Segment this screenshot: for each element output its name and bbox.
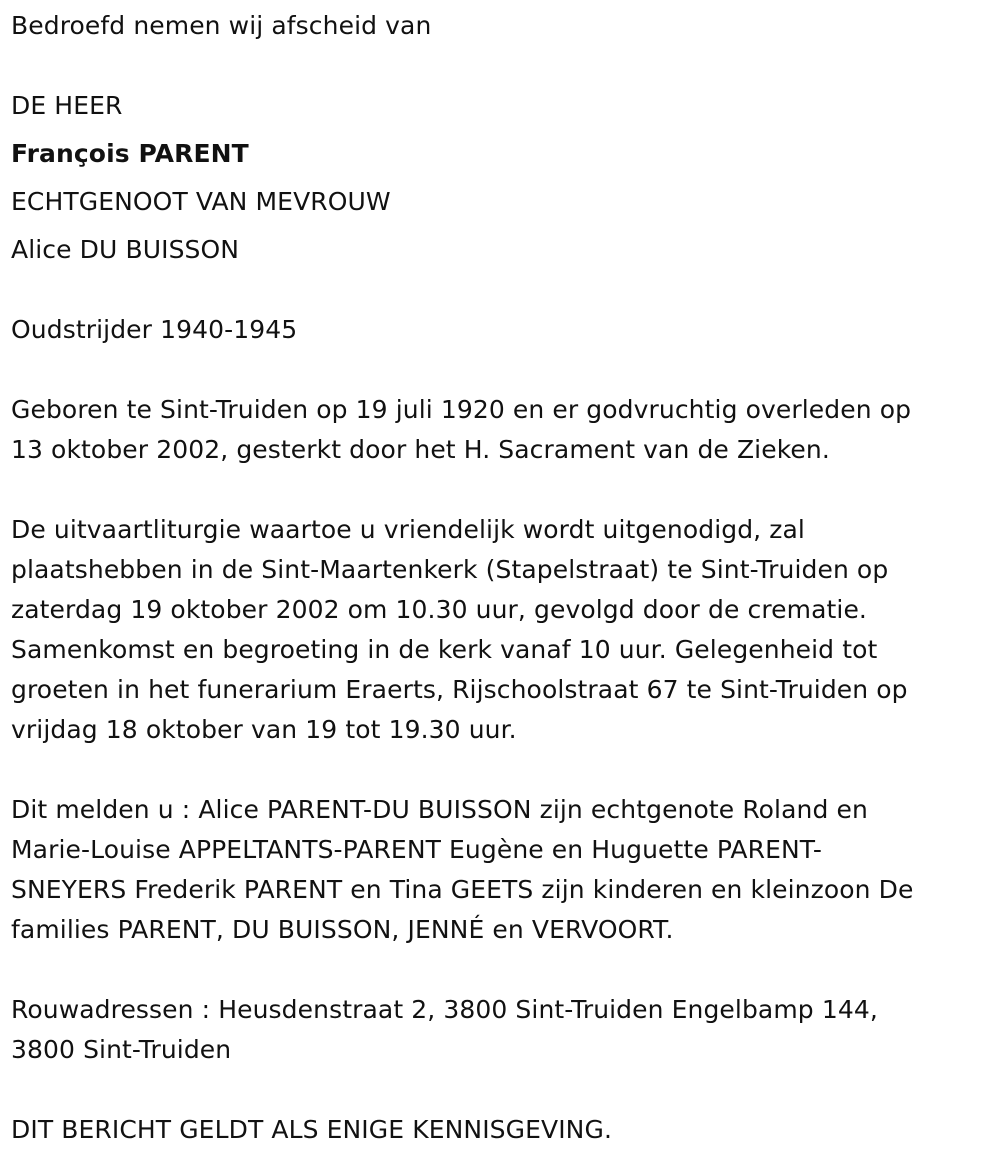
paragraph-line: SNEYERS Frederik PARENT en Tina GEETS zijn kinderen en kleinzoon De [11,875,914,904]
closing-text: DIT BERICHT GELDT ALS ENIGE KENNISGEVING. [11,1115,612,1144]
paragraph-line: 3800 Sint-Truiden [11,1035,232,1064]
paragraph-line: Dit melden u : Alice PARENT-DU BUISSON zijn echtgenote Roland en [11,795,868,824]
spouse-name: Alice DU BUISSON [11,235,240,264]
paragraph-line: Marie-Louise APPELTANTS-PARENT Eugène en Huguette PARENT- [11,835,822,864]
veteran-text: Oudstrijder 1940-1945 [11,315,298,344]
funeral-paragraph [11,510,986,750]
paragraph-line: 13 oktober 2002, gesterkt door het H. Sacrament van de Zieken. [11,435,830,464]
paragraph-line: Geboren te Sint-Truiden op 19 juli 1920 en er godvruchtig overleden op [11,395,912,424]
death-notice [11,6,986,1150]
paragraph-line: groeten in het funerarium Eraerts, Rijschoolstraat 67 te Sint-Truiden op [11,675,908,704]
address-paragraph [11,990,986,1070]
paragraph-line: plaatshebben in de Sint-Maartenkerk (Stapelstraat) te Sint-Truiden op [11,555,889,584]
intro-text: Bedroefd nemen wij afscheid van [11,11,432,40]
paragraph-line: vrijdag 18 oktober van 19 tot 19.30 uur. [11,715,517,744]
paragraph-line: zaterdag 19 oktober 2002 om 10.30 uur, gevolgd door de crematie. [11,595,867,624]
paragraph-line: families PARENT, DU BUISSON, JENNÉ en VERVOORT. [11,915,674,944]
title-line: DE HEER [11,91,123,120]
birth-paragraph [11,390,986,470]
spouse-label: ECHTGENOOT VAN MEVROUW [11,187,391,216]
paragraph-line: Rouwadressen : Heusdenstraat 2, 3800 Sint-Truiden Engelbamp 144, [11,995,878,1024]
family-paragraph [11,790,986,950]
paragraph-line: De uitvaartliturgie waartoe u vriendelijk wordt uitgenodigd, zal [11,515,805,544]
deceased-name: François PARENT [11,139,249,168]
paragraph-line: Samenkomst en begroeting in de kerk vanaf 10 uur. Gelegenheid tot [11,635,878,664]
